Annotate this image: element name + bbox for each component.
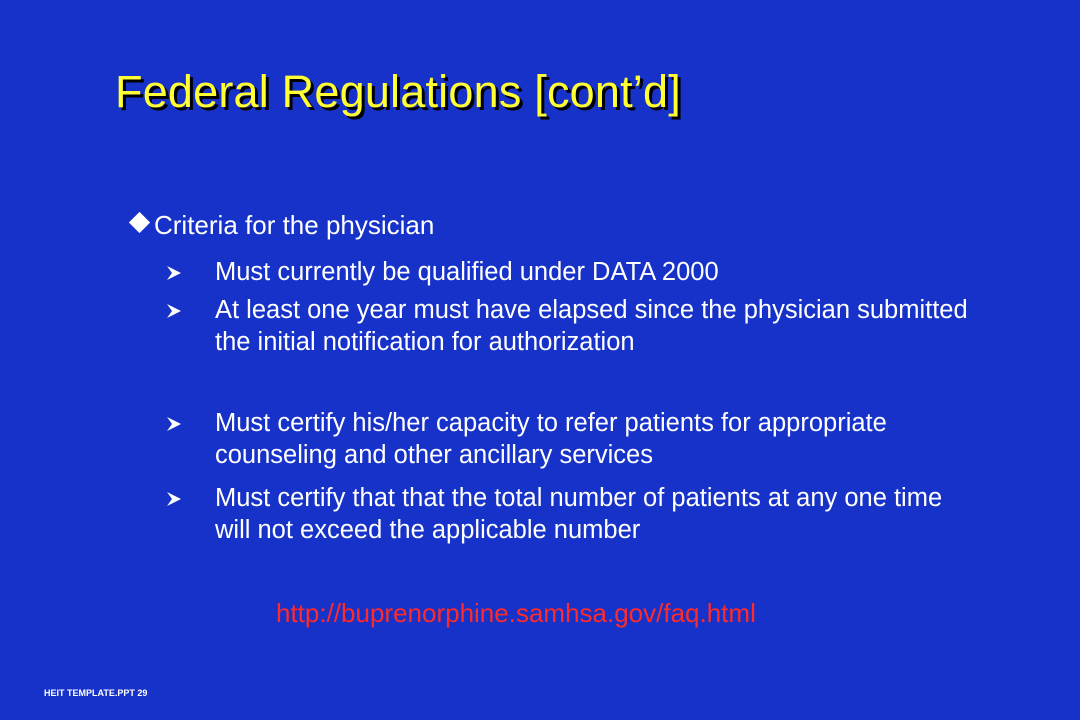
arrowhead-bullet-icon [166, 265, 182, 281]
sub-bullet-text: Must certify his/her capacity to refer patients for appropriate counseling and other ancillary services [215, 409, 887, 469]
footer-text: HEIT TEMPLATE.PPT 29 [44, 688, 148, 698]
sub-bullet-text: At least one year must have elapsed since the physician submitted the initial notification for authorization [215, 296, 968, 356]
bullet-text: Criteria for the physician [154, 210, 435, 240]
sub-bullet-text: Must certify that that the total number of patients at any one time will not exceed the applicable number [215, 484, 943, 544]
arrowhead-bullet-icon [166, 416, 182, 432]
arrowhead-bullet-icon [166, 303, 182, 319]
diamond-bullet-icon [129, 212, 150, 233]
faq-link[interactable]: http://buprenorphine.samhsa.gov/faq.html [276, 598, 756, 628]
sub-bullet-text: Must currently be qualified under DATA 2000 [215, 258, 719, 286]
arrowhead-bullet-icon [166, 491, 182, 507]
slide-title: Federal Regulations [cont’d] [115, 66, 681, 117]
